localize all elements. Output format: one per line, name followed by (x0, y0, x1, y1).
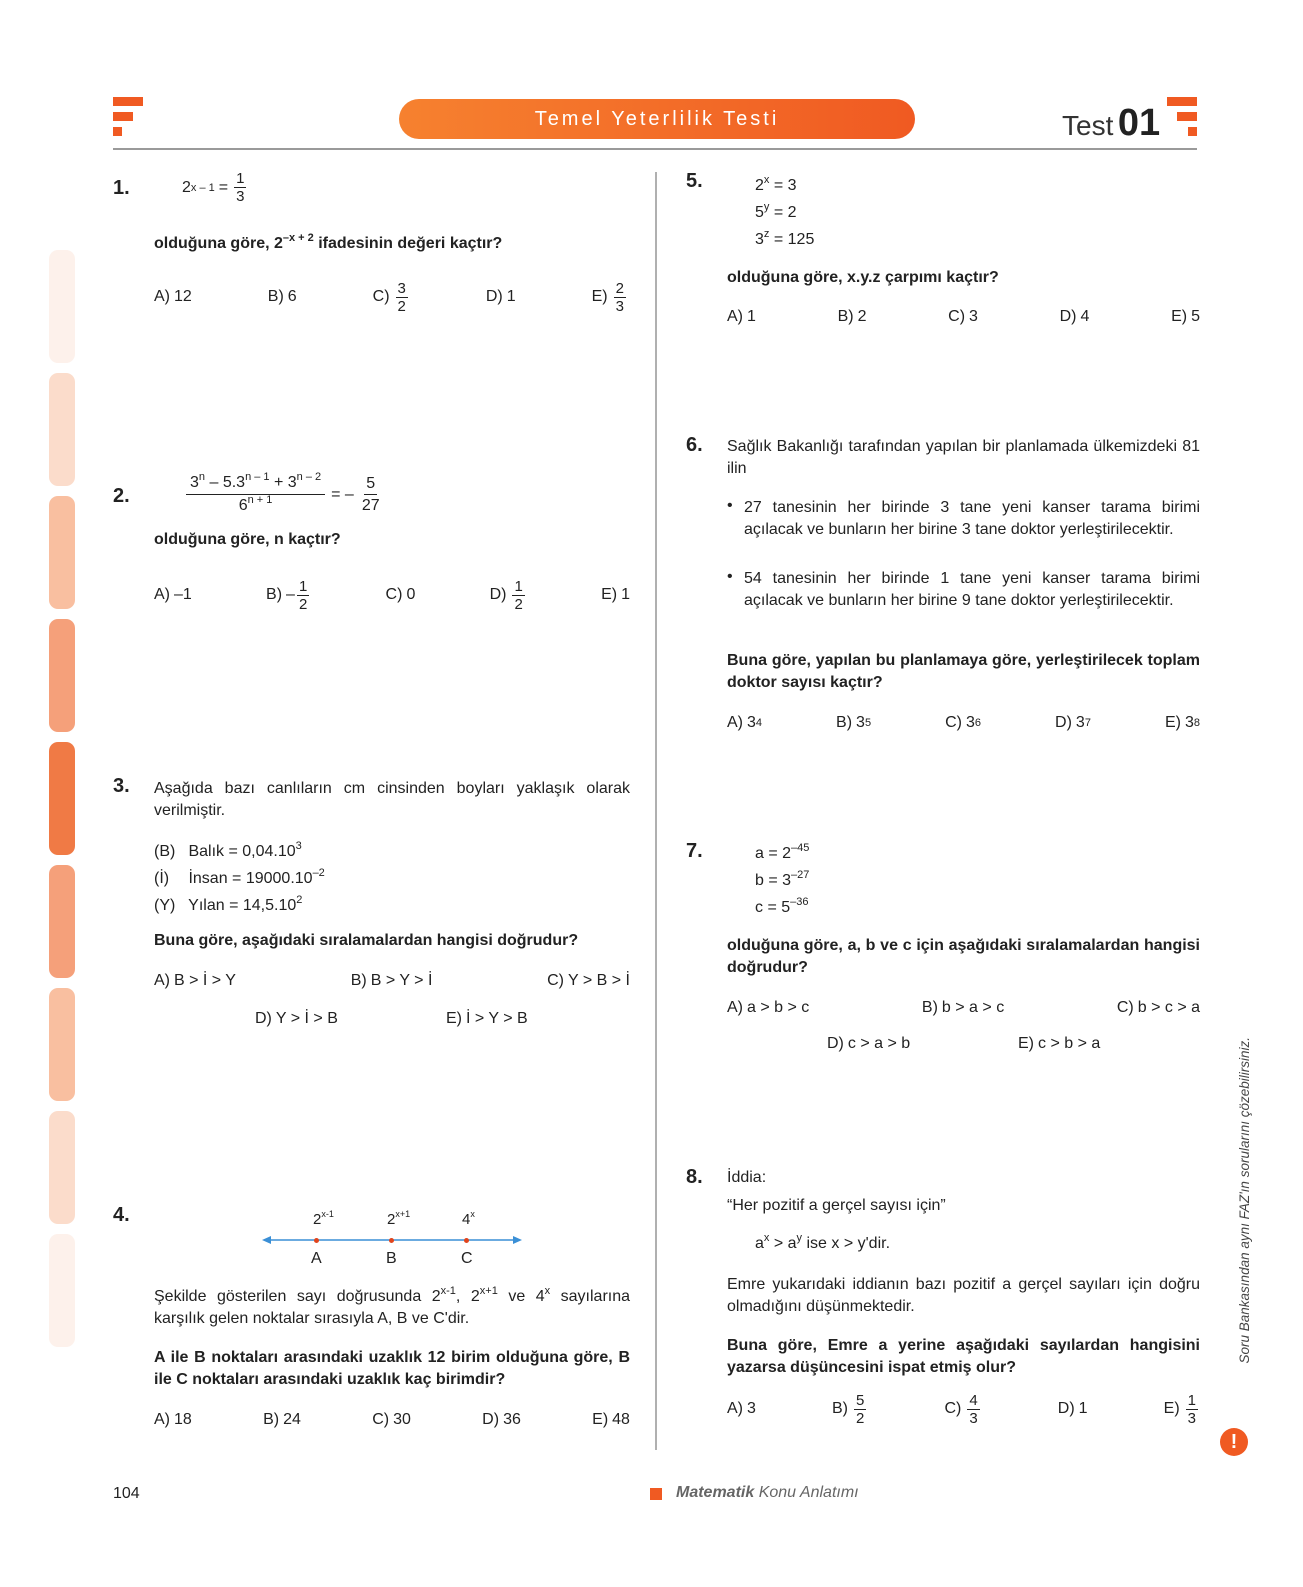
q3-prompt: Buna göre, aşağıdaki sıralamalardan hangisi doğrudur? (154, 932, 579, 949)
q3-item-i: (İ) İnsan = $19000.10^{-2}$ (154, 867, 325, 887)
q2-rhs-fraction: $\frac{5}{27}$ (361, 475, 380, 514)
q8-number: 8. (686, 1166, 703, 1188)
q5-prompt: olduğuna göre, x.y.z çarpımı kaçtır? (727, 269, 999, 286)
q5-options (727, 305, 1200, 329)
q7-line-c: $c = 5^{-36}$ (755, 896, 809, 916)
q1-equation: 2 x – 1 = $\frac{1}{3}$ (182, 170, 245, 205)
q4-point-a-label: A (311, 1250, 322, 1267)
q3-options-row1 (154, 968, 630, 994)
bullet-icon: • (727, 497, 733, 514)
q7-option-e[interactable]: E) c > b > a (1018, 1035, 1101, 1052)
q2-option-a[interactable]: A) –1 (154, 586, 192, 603)
q5-option-a[interactable]: A) 1 (727, 308, 756, 325)
q6-bullet-2: • 54 tanesinin her birinde 1 tane yeni kanser tarama birimi açılacak ve bunların her birine 9 tane doktor yerleştirilecektir. (727, 568, 1200, 609)
q4-point-c-label: C (461, 1250, 473, 1267)
q7-option-d[interactable]: D) c > a > b (827, 1035, 911, 1052)
q6-intro: Sağlık Bakanlığı tarafından yapılan bir planlamada ülkemizdeki 81 ilin (727, 438, 1200, 477)
q1-prompt: olduğuna göre, $2^{-x + 2}$ ifadesinin değeri kaçtır? (154, 232, 503, 252)
decor-stripe-6 (49, 865, 75, 978)
q4-point-b-label: B (386, 1250, 397, 1267)
q7-number: 7. (686, 840, 703, 862)
q4-point-c-marker (464, 1238, 469, 1243)
test-label: Test (1062, 110, 1114, 141)
q4-point-a-marker (314, 1238, 319, 1243)
q8-option-a[interactable]: A) 3 (727, 1400, 756, 1417)
q5-equations (755, 172, 814, 253)
q5-line-2: $5^y = 2$ (755, 201, 797, 221)
q7-prompt: olduğuna göre, a, b ve c için aşağıdaki sıralamalardan hangisi doğrudur? (727, 937, 1200, 976)
page-number: 104 (113, 1485, 140, 1502)
q8-option-b[interactable]: B) $\frac{5}{2}$ (832, 1391, 865, 1427)
decor-stripe-4 (49, 619, 75, 732)
q7-line-a: $a = 2^{-45}$ (755, 842, 810, 862)
q3-items (154, 838, 325, 919)
q8-claim: $a^x > a^y$ ise x > y'dir. (755, 1232, 891, 1252)
q5-option-c[interactable]: C) 3 (948, 308, 978, 325)
q6-prompt: Buna göre, yapılan bu planlamaya göre, yerleştirilecek toplam doktor sayısı kaçtır? (727, 652, 1200, 691)
decor-stripe-3 (49, 496, 75, 609)
q4-number: 4. (113, 1204, 130, 1226)
q4-point-c-value: 4$^x$ (462, 1209, 475, 1228)
q5-number: 5. (686, 170, 703, 192)
q4-prompt: A ile B noktaları arasındaki uzaklık 12 birim olduğuna göre, B ile C noktaları arasındaki uzaklık kaç birimdir? (154, 1349, 630, 1388)
q2-lhs-fraction: $\frac{3^n - 5.3^{n - 1} + 3^{n - 2}}{6^{n + 1}}$ (186, 472, 325, 517)
q7-line-b: $b = 3^{-27}$ (755, 869, 810, 889)
bullet-icon: • (727, 568, 733, 585)
q3-item-b: (B) Balık = $0,04.10^3$ (154, 840, 302, 860)
brand-logo-left (113, 97, 143, 139)
q6-options (727, 711, 1200, 735)
q3-option-c[interactable]: C) Y > B > İ (547, 972, 630, 989)
q3-option-d[interactable]: D) Y > İ > B (255, 1010, 338, 1027)
q6-option-c[interactable]: C) 3 6 (945, 714, 982, 731)
q2-prompt: olduğuna göre, n kaçtır? (154, 531, 341, 548)
column-divider (655, 172, 657, 1450)
q4-option-a[interactable]: A) 18 (154, 1411, 192, 1428)
q2-option-c[interactable]: C) 0 (385, 586, 416, 603)
q7-options-row1 (727, 996, 1200, 1020)
q4-option-e[interactable]: E) 48 (592, 1411, 630, 1428)
q5-option-d[interactable]: D) 4 (1059, 308, 1090, 325)
q2-option-d[interactable]: D) $\frac{1}{2}$ (489, 577, 523, 613)
q2-option-e[interactable]: E) 1 (601, 586, 630, 603)
q3-item-y: (Y) Yılan = $14,5.10^2$ (154, 894, 303, 914)
q5-line-1: $2^x = 3$ (755, 174, 797, 194)
q5-option-b[interactable]: B) 2 (837, 308, 867, 325)
q6-option-a[interactable]: A) 3 4 (727, 714, 763, 731)
q4-point-b-value: $2^{x+1}$ (387, 1209, 411, 1228)
q4-option-c[interactable]: C) 30 (372, 1411, 411, 1428)
q8-option-c[interactable]: C) $\frac{4}{3}$ (944, 1391, 978, 1427)
test-label-group (1062, 102, 1160, 145)
q7-option-b[interactable]: B) b > a > c (921, 999, 1005, 1016)
q8-description: Emre yukarıdaki iddianın bazı pozitif a gerçel sayıları için doğru olmadığını düşünmektedir. (727, 1276, 1200, 1315)
side-note: Soru Bankasından aynı FAZ'ın sorularını çözebilirsiniz. (1237, 1037, 1252, 1364)
test-title: Temel Yeterlilik Testi (534, 107, 780, 130)
q1-option-e[interactable]: E) $\frac{2}{3}$ (591, 279, 624, 315)
q7-equations (755, 840, 809, 921)
q2-equation: $\frac{3^n - 5.3^{n - 1} + 3^{n - 2}}{6^{n + 1}}$ = – $\frac{5}{27}$ (184, 472, 384, 517)
q5-option-e[interactable]: E) 5 (1171, 308, 1200, 325)
q3-option-e[interactable]: E) İ > Y > B (446, 1010, 528, 1027)
brand-logo-right (1167, 97, 1197, 139)
test-title-banner (399, 99, 915, 139)
q4-point-a-value: 2$^{x-1}$ (313, 1209, 334, 1228)
q8-options (727, 1388, 1200, 1430)
q8-prompt: Buna göre, Emre a yerine aşağıdaki sayılardan hangisini yazarsa düşüncesini ispat etmiş olur? (727, 1337, 1200, 1376)
footer-square-icon (650, 1488, 662, 1500)
q8-quote: “Her pozitif a gerçel sayısı için” (727, 1197, 946, 1214)
q4-point-b-marker (389, 1238, 394, 1243)
decor-stripe-9 (49, 1234, 75, 1347)
q3-option-b[interactable]: B) B > Y > İ (350, 972, 433, 989)
q3-intro: Aşağıda bazı canlıların cm cinsinden boyları yaklaşık olarak verilmiştir. (154, 780, 630, 819)
exclamation-icon: ! (1220, 1428, 1248, 1456)
footer-book-title: Matematik Konu Anlatımı (676, 1484, 859, 1501)
q1-option-d[interactable]: D) 1 (485, 288, 516, 305)
q2-number: 2. (113, 485, 130, 507)
q1-options (154, 277, 628, 317)
q4-option-b[interactable]: B) 24 (263, 1411, 301, 1428)
test-number: 01 (1117, 102, 1161, 144)
q6-bullet-1: • 27 tanesinin her birinde 3 tane yeni kanser tarama birimi açılacak ve bunların her birine 3 tane doktor yerleştirilecektir. (727, 497, 1200, 538)
q6-option-b[interactable]: B) 3 5 (836, 714, 872, 731)
q8-title: İddia: (727, 1169, 767, 1186)
q8-option-e[interactable]: E) $\frac{1}{3}$ (1163, 1391, 1196, 1427)
q4-options (154, 1408, 630, 1432)
decor-stripe-8 (49, 1111, 75, 1224)
q1-option-a[interactable]: A) 12 (154, 288, 192, 305)
q8-option-d[interactable]: D) 1 (1057, 1400, 1088, 1417)
q4-description: Şekilde gösterilen sayı doğrusunda 2$^{x-1}$, $2^{x+1}$ ve 4$^x$ sayılarına karşılık gelen noktalar sırasıyla A, B ve C'dir. (154, 1285, 631, 1327)
q1-option-c[interactable]: C) $\frac{3}{2}$ (372, 279, 406, 315)
q3-option-a[interactable]: A) B > İ > Y (154, 972, 236, 989)
q1-number: 1. (113, 177, 130, 199)
decor-stripe-2 (49, 373, 75, 486)
q3-number: 3. (113, 775, 130, 797)
decor-stripe-5 (49, 742, 75, 855)
decor-stripe-1 (49, 250, 75, 363)
q7-option-a[interactable]: A) a > b > c (727, 999, 810, 1016)
header-rule (113, 148, 1197, 150)
decor-stripe-7 (49, 988, 75, 1101)
q1-rhs-fraction: $\frac{1}{3}$ (236, 170, 245, 205)
q6-option-e[interactable]: E) 3 8 (1164, 714, 1200, 731)
q4-option-d[interactable]: D) 36 (482, 1411, 521, 1428)
q7-option-c[interactable]: C) b > c > a (1116, 999, 1200, 1016)
q6-number: 6. (686, 434, 703, 456)
q2-option-b[interactable]: B) – $\frac{1}{2}$ (266, 577, 308, 613)
q1-option-b[interactable]: B) 6 (267, 288, 297, 305)
q2-options (154, 575, 630, 615)
q5-line-3: $3^z = 125$ (755, 228, 815, 248)
q6-option-d[interactable]: D) 3 7 (1055, 714, 1091, 731)
